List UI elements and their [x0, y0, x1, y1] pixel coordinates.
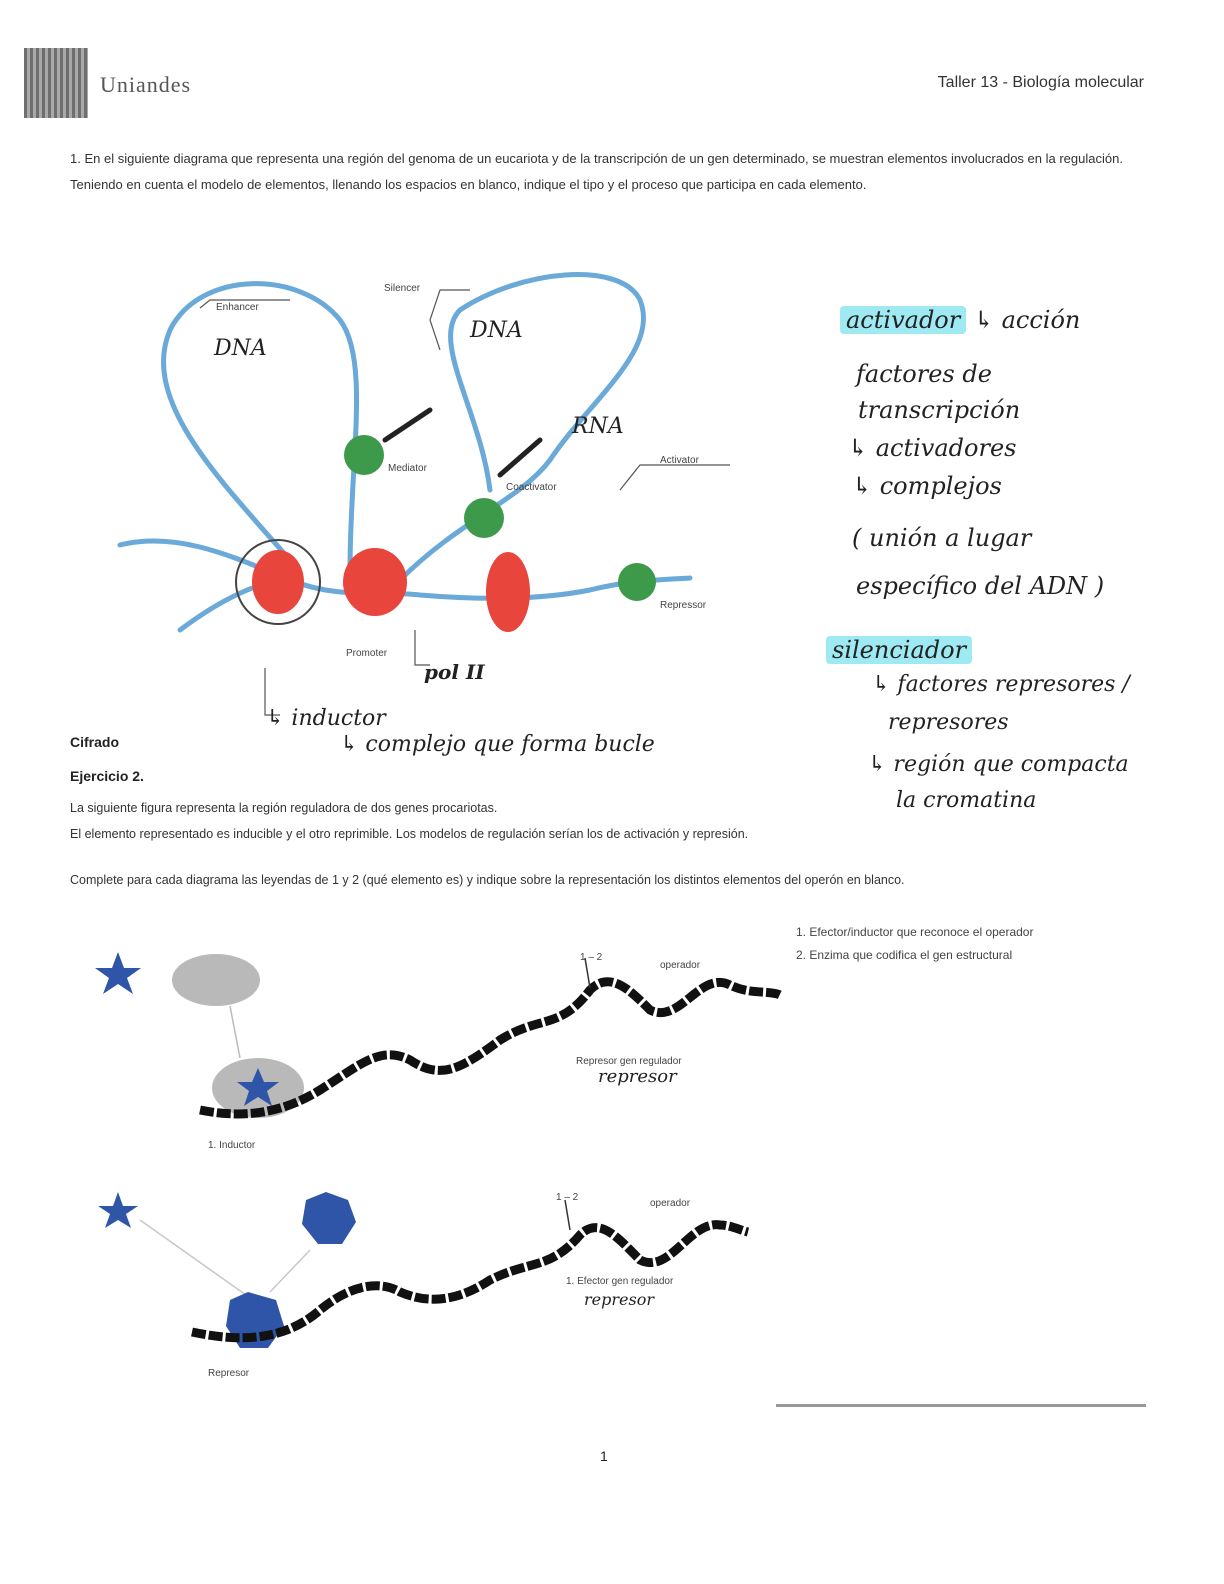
- grey-repressor-shape: [172, 954, 260, 1006]
- note-activator: [840, 306, 1080, 334]
- pol-ii-label: pol II: [424, 660, 485, 684]
- green-protein-1: [344, 435, 384, 475]
- red-protein-2: [343, 548, 407, 616]
- university-logo: [24, 48, 88, 118]
- note-line-5: ↳ complejos: [852, 472, 1002, 500]
- activator-tag: Activator: [660, 455, 699, 466]
- section-paragraph-3: Complete para cada diagrama las leyendas de 1 y 2 (qué elemento es) y indique sobre la representación los distintos elementos del operón en blanco.: [70, 873, 905, 887]
- diagram-3-upper-label: operador: [650, 1198, 691, 1209]
- transcript-1: [385, 410, 430, 440]
- rna-label: RNA: [572, 414, 624, 439]
- diagram-3-hand-label: represor: [584, 1290, 654, 1309]
- green-protein-3: [618, 563, 656, 601]
- note-activator-highlight: activador: [840, 306, 966, 334]
- note-line-4: ↳ activadores: [848, 434, 1017, 462]
- small-star-icon: [98, 1192, 138, 1228]
- blue-hexagon-top: [302, 1192, 356, 1244]
- diagram-2-top-label: 1 – 2: [580, 952, 603, 963]
- diagram-2-upper-label: operador: [660, 960, 701, 971]
- note-line-10: represores: [888, 710, 1009, 735]
- section-subheading: Ejercicio 2.: [70, 768, 144, 784]
- section-paragraph-2: El elemento representado es inducible y el otro reprimible. Los modelos de regulación serían los de activación y represión.: [70, 827, 749, 841]
- note-line-3: transcripción: [858, 396, 1021, 424]
- inductor-note: ↳ inductor: [266, 706, 386, 731]
- loop-complex-note: ↳ complejo que forma bucle: [340, 732, 655, 757]
- transcript-2: [500, 440, 540, 475]
- note-line-12: la cromatina: [896, 788, 1037, 813]
- mediator-tag: Mediator: [388, 463, 427, 474]
- promoter-tag: Promoter: [346, 648, 388, 659]
- note-line-6: ( unión a lugar: [852, 524, 1032, 552]
- question-1-text: [70, 150, 1150, 194]
- diagram-2-hand-label: represor: [598, 1066, 677, 1087]
- footer-rule: [776, 1404, 1146, 1407]
- note-silencer-highlight: silenciador: [826, 636, 972, 664]
- diagram-3-mid-label: 1. Efector gen regulador: [566, 1276, 674, 1287]
- repressor-tag: Repressor: [660, 600, 707, 611]
- star-effector-icon: [95, 952, 141, 994]
- green-protein-2: [464, 498, 504, 538]
- legend-note-line-2: 2. Enzima que codifica el gen estructural: [796, 948, 1013, 962]
- top-mid-dna-label: DNA: [470, 318, 523, 343]
- legend-note: [796, 924, 1126, 964]
- note-line-2: factores de: [856, 360, 992, 388]
- section-paragraph-1: La siguiente figura representa la región reguladora de dos genes procariotas.: [70, 801, 498, 815]
- legend-note-line-1: 1. Efector/inductor que reconoce el operador: [796, 925, 1034, 939]
- section-heading: Cifrado: [70, 734, 119, 750]
- red-protein-1: [252, 550, 304, 614]
- top-left-dna-label: DNA: [214, 336, 267, 361]
- note-line-9: ↳ factores represores /: [872, 672, 1130, 697]
- note-line-11: ↳ región que compacta: [868, 752, 1129, 777]
- diagram-3-top-label: 1 – 2: [556, 1192, 579, 1203]
- gene-regulation-diagram: [100, 260, 820, 720]
- logo-text: Uniandes: [100, 72, 192, 97]
- dna-loop-left: [164, 284, 357, 570]
- diagram-2-bottom-label: 1. Inductor: [208, 1140, 256, 1151]
- question-1-line-2: Teniendo en cuenta el modelo de elementos, llenando los espacios en blanco, indique el tipo y el proceso que participa en cada elemento.: [70, 177, 867, 192]
- red-protein-3: [486, 552, 530, 632]
- diagram-3-bottom-label: Represor: [208, 1368, 250, 1379]
- page-number: 1: [600, 1448, 608, 1464]
- enhancer-tag: Enhancer: [216, 302, 259, 313]
- note-activator-rest: ↳ acción: [973, 306, 1081, 334]
- diagram-2-mid-label: Represor gen regulador: [576, 1056, 682, 1067]
- page-header-title: Taller 13 - Biología molecular: [937, 74, 1144, 91]
- question-1-line-1: 1. En el siguiente diagrama que representa una región del genoma de un eucariota y de la transcripción de un gen determinado, se muestran elementos involucrados en la regulación.: [70, 151, 1123, 166]
- note-line-7: específico del ADN ): [856, 572, 1105, 600]
- coactivator-tag: Coactivator: [506, 482, 557, 493]
- note-silencer: [826, 636, 972, 664]
- silencer-tag: Silencer: [384, 283, 421, 294]
